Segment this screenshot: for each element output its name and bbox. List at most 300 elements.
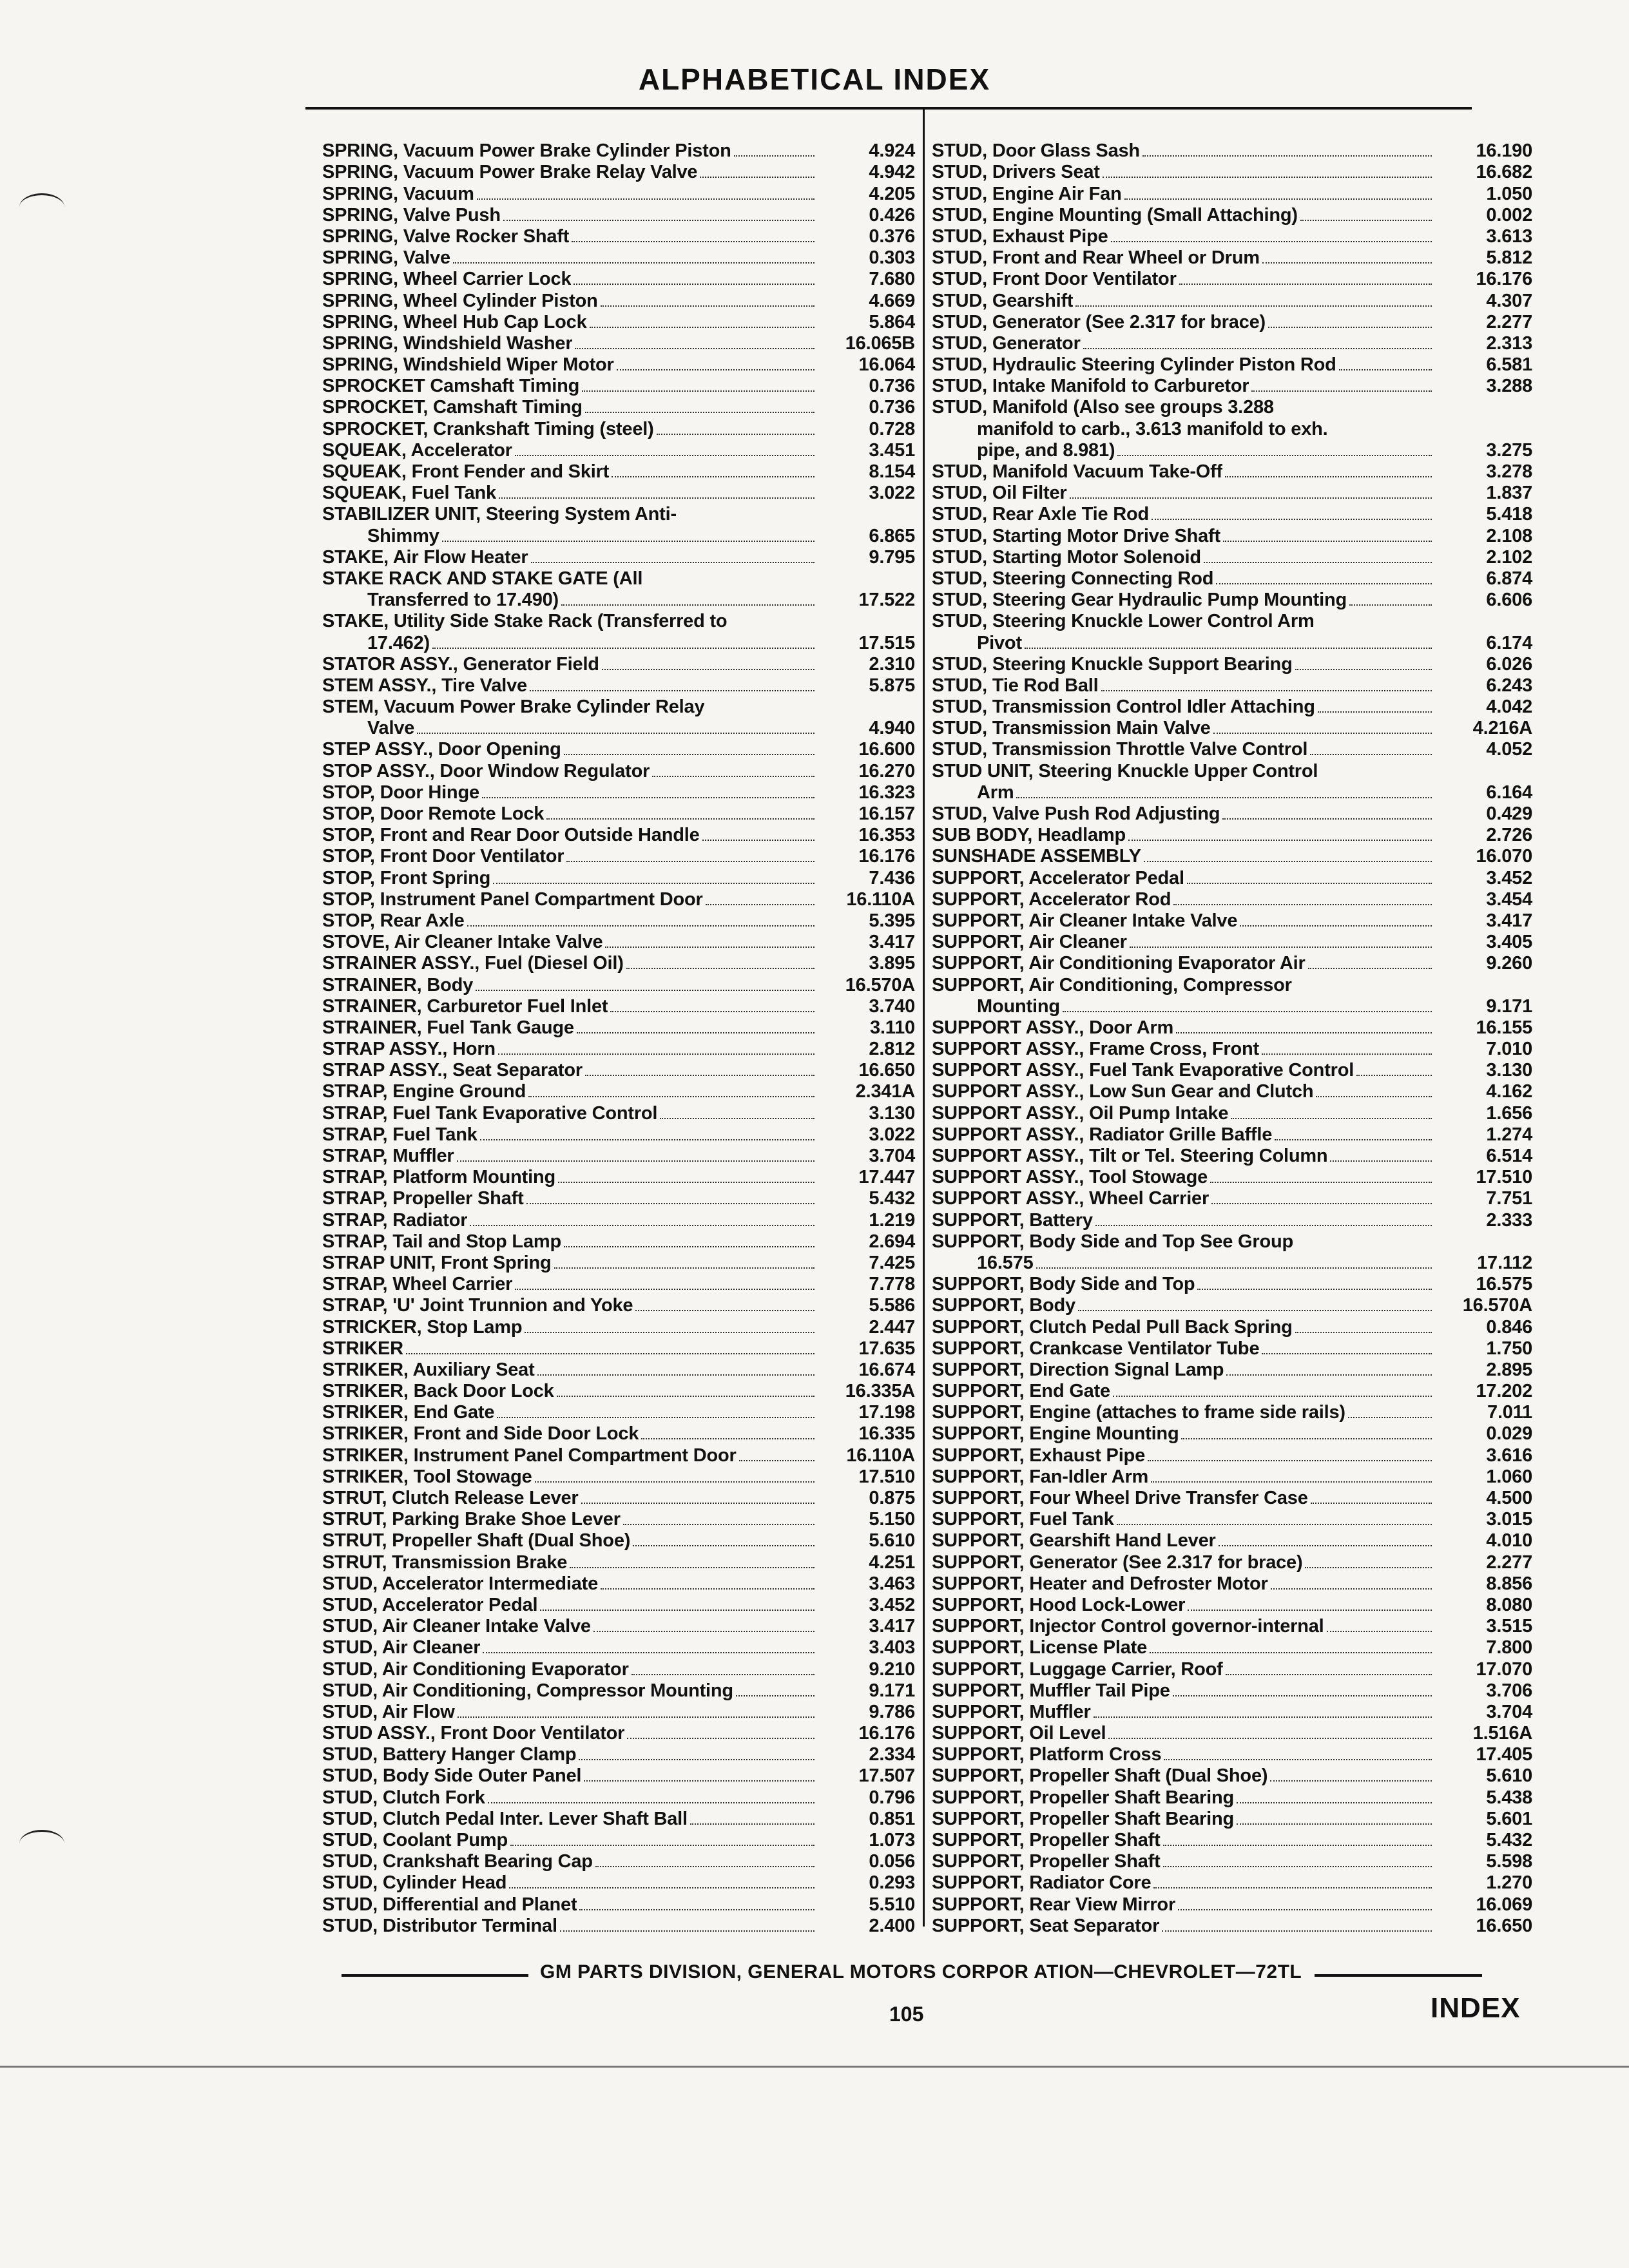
dot-leader bbox=[509, 1887, 815, 1888]
dot-leader bbox=[1178, 1909, 1432, 1910]
index-entry bbox=[932, 1530, 1532, 1552]
index-entry-number: 16.570A bbox=[1462, 1295, 1532, 1316]
index-entry-label: SUPPORT, Air Conditioning Evaporator Air bbox=[932, 953, 1306, 974]
index-entry-label: STRIKER, Back Door Lock bbox=[322, 1381, 554, 1402]
index-entry bbox=[932, 1809, 1532, 1830]
index-entry-label: STRICKER, Stop Lamp bbox=[322, 1316, 523, 1338]
index-entry-label: SUPPORT, License Plate bbox=[932, 1637, 1148, 1658]
index-entry-number: 5.598 bbox=[1486, 1851, 1532, 1872]
index-entry bbox=[322, 825, 915, 846]
dot-leader bbox=[1222, 818, 1432, 820]
dot-leader bbox=[595, 1866, 815, 1867]
index-entry-number: 9.260 bbox=[1486, 953, 1532, 974]
index-entry-number: 1.050 bbox=[1486, 183, 1532, 204]
index-entry-label: SUPPORT ASSY., Door Arm bbox=[932, 1017, 1174, 1038]
dot-leader bbox=[590, 327, 815, 328]
index-entry bbox=[322, 632, 915, 653]
dot-leader bbox=[1070, 497, 1432, 499]
dot-leader bbox=[482, 797, 815, 798]
index-entry bbox=[322, 1573, 915, 1595]
index-entry-label: 16.575 bbox=[977, 1252, 1034, 1273]
bottom-rule bbox=[0, 2066, 1629, 2068]
index-entry-number: 5.432 bbox=[869, 1188, 915, 1209]
dot-leader bbox=[493, 883, 815, 884]
index-entry bbox=[932, 1573, 1532, 1595]
index-entry-number: 2.108 bbox=[1486, 525, 1532, 546]
index-entry-label: STUD UNIT, Steering Knuckle Upper Control bbox=[932, 760, 1318, 782]
index-entry-number: 3.417 bbox=[1486, 910, 1532, 931]
index-entry-number: 3.613 bbox=[1486, 226, 1532, 247]
index-entry-number: 7.778 bbox=[869, 1274, 915, 1295]
index-entry bbox=[322, 739, 915, 760]
index-entry bbox=[322, 1338, 915, 1360]
index-entry-number: 17.507 bbox=[858, 1765, 915, 1787]
index-entry-number: 4.307 bbox=[1486, 290, 1532, 311]
index-entry-number: 5.418 bbox=[1486, 504, 1532, 525]
index-entry-number: 0.846 bbox=[1486, 1316, 1532, 1338]
dot-leader bbox=[1295, 669, 1432, 670]
dot-leader bbox=[635, 1310, 815, 1311]
index-entry-number: 4.251 bbox=[869, 1552, 915, 1573]
dot-leader bbox=[498, 1053, 815, 1055]
dot-leader bbox=[1113, 1396, 1432, 1397]
index-entry bbox=[932, 1381, 1532, 1402]
dot-leader bbox=[1210, 1182, 1432, 1183]
index-entry bbox=[322, 1316, 915, 1338]
index-entry bbox=[322, 1124, 915, 1146]
dot-leader bbox=[584, 1780, 815, 1782]
index-entry bbox=[932, 611, 1532, 632]
index-entry bbox=[932, 1081, 1532, 1102]
index-entry-number: 6.874 bbox=[1486, 568, 1532, 589]
index-entry-number: 7.680 bbox=[869, 269, 915, 290]
dot-leader bbox=[581, 1503, 815, 1504]
index-entry-label: SUPPORT, Gearshift Hand Lever bbox=[932, 1530, 1216, 1552]
index-entry bbox=[932, 782, 1532, 803]
index-entry-label: STRAINER ASSY., Fuel (Diesel Oil) bbox=[322, 953, 624, 974]
index-entry-label: SPROCKET, Camshaft Timing bbox=[322, 397, 583, 418]
index-entry bbox=[322, 354, 915, 376]
index-entry-number: 0.736 bbox=[869, 397, 915, 418]
dot-leader bbox=[499, 497, 815, 499]
index-entry-number: 16.069 bbox=[1476, 1894, 1532, 1915]
index-entry bbox=[322, 1102, 915, 1124]
index-column-left bbox=[322, 140, 915, 1937]
index-entry bbox=[932, 1338, 1532, 1360]
dot-leader bbox=[503, 220, 815, 221]
dot-leader bbox=[467, 925, 815, 927]
dot-leader bbox=[612, 476, 815, 477]
index-entry-number: 16.065B bbox=[845, 332, 915, 354]
index-entry bbox=[322, 547, 915, 568]
index-entry-number: 3.130 bbox=[1486, 1060, 1532, 1081]
index-entry-number: 0.426 bbox=[869, 204, 915, 226]
dot-leader bbox=[535, 1481, 815, 1483]
index-entry-label: STOP, Rear Axle bbox=[322, 910, 465, 931]
index-entry-label: STRAP, Radiator bbox=[322, 1209, 468, 1231]
index-entry bbox=[322, 483, 915, 504]
index-entry-number: 16.110A bbox=[846, 1445, 915, 1466]
index-entry-number: 3.417 bbox=[869, 1616, 915, 1637]
dot-leader bbox=[1262, 262, 1432, 264]
dot-leader bbox=[1308, 968, 1432, 969]
index-entry-label: STUD, Starting Motor Drive Shaft bbox=[932, 525, 1220, 546]
index-entry bbox=[932, 1488, 1532, 1509]
index-entry-label: STRAP ASSY., Seat Separator bbox=[322, 1060, 583, 1081]
index-entry-number: 0.796 bbox=[869, 1787, 915, 1808]
index-entry bbox=[322, 697, 915, 718]
index-entry bbox=[932, 1253, 1532, 1274]
index-entry-label: STUD, Drivers Seat bbox=[932, 162, 1100, 183]
dot-leader bbox=[1176, 1032, 1432, 1033]
index-entry-number: 2.812 bbox=[869, 1039, 915, 1060]
dot-leader bbox=[554, 1267, 815, 1269]
index-entry-number: 16.176 bbox=[1476, 269, 1532, 290]
dot-leader bbox=[617, 369, 815, 370]
dot-leader bbox=[593, 1631, 815, 1632]
dot-leader bbox=[458, 1716, 815, 1718]
index-entry-number: 16.064 bbox=[858, 354, 915, 376]
index-entry-label: STRAP, Platform Mounting bbox=[322, 1167, 555, 1188]
index-entry bbox=[932, 312, 1532, 333]
index-entry-label: STUD, Air Conditioning, Compressor Mounting bbox=[322, 1680, 733, 1701]
index-entry-label: SPRING, Valve bbox=[322, 247, 450, 269]
index-entry-number: 3.463 bbox=[869, 1573, 915, 1594]
index-entry bbox=[322, 889, 915, 910]
index-entry-number: 0.303 bbox=[869, 247, 915, 269]
index-entry-number: 2.895 bbox=[1486, 1359, 1532, 1380]
index-entry-number: 17.510 bbox=[1476, 1167, 1532, 1188]
index-entry-number: 16.600 bbox=[858, 739, 915, 760]
index-entry bbox=[932, 760, 1532, 782]
dot-leader bbox=[564, 1246, 815, 1247]
index-entry-number: 3.405 bbox=[1486, 932, 1532, 953]
index-entry-label: SPRING, Vacuum Power Brake Cylinder Piston bbox=[322, 140, 731, 162]
index-entry bbox=[932, 654, 1532, 675]
index-entry-label: manifold to carb., 3.613 manifold to exh. bbox=[977, 418, 1328, 439]
index-entry-label: SUPPORT, Crankcase Ventilator Tube bbox=[932, 1338, 1260, 1359]
index-entry-label: SUPPORT, Muffler Tail Pipe bbox=[932, 1680, 1170, 1701]
index-entry bbox=[932, 739, 1532, 760]
index-entry-label: STUD, Air Cleaner Intake Valve bbox=[322, 1616, 591, 1637]
index-entry bbox=[322, 1466, 915, 1488]
index-entry-label: SUPPORT, Radiator Core bbox=[932, 1872, 1152, 1894]
index-entry-number: 16.353 bbox=[858, 825, 915, 846]
dot-leader bbox=[641, 1438, 815, 1439]
dot-leader bbox=[702, 840, 815, 841]
index-entry-label: STOP, Front and Rear Door Outside Handle bbox=[322, 825, 700, 846]
index-entry-label: SUPPORT ASSY., Oil Pump Intake bbox=[932, 1102, 1229, 1124]
index-entry-number: 16.176 bbox=[858, 846, 915, 867]
index-entry-number: 17.198 bbox=[858, 1402, 915, 1423]
index-entry-number: 4.216A bbox=[1472, 718, 1532, 739]
index-entry-number: 3.015 bbox=[1486, 1509, 1532, 1530]
index-entry-label: STAKE, Utility Side Stake Rack (Transferred to bbox=[322, 611, 728, 632]
index-entry-label: STUD, Crankshaft Bearing Cap bbox=[322, 1851, 593, 1872]
dot-leader bbox=[558, 1182, 815, 1183]
index-entry bbox=[322, 140, 915, 162]
dot-leader bbox=[1144, 861, 1432, 862]
dot-leader bbox=[1162, 1930, 1432, 1932]
dot-leader bbox=[1219, 1545, 1432, 1546]
index-entry bbox=[932, 1423, 1532, 1445]
dot-leader bbox=[1188, 1610, 1432, 1611]
dot-leader bbox=[700, 177, 815, 178]
index-entry-number: 17.070 bbox=[1476, 1658, 1532, 1680]
footer-rule-left bbox=[342, 1974, 528, 1977]
index-entry-label: STRAP, Wheel Carrier bbox=[322, 1274, 513, 1295]
index-entry-number: 5.395 bbox=[869, 910, 915, 931]
index-entry-number: 4.042 bbox=[1486, 697, 1532, 718]
index-entry-number: 7.751 bbox=[1486, 1188, 1532, 1209]
dot-leader bbox=[706, 904, 815, 905]
index-entry bbox=[322, 1658, 915, 1680]
index-entry bbox=[932, 974, 1532, 995]
dot-leader bbox=[1181, 1438, 1432, 1439]
index-entry bbox=[932, 1466, 1532, 1488]
index-entry-number: 16.157 bbox=[858, 803, 915, 824]
index-entry-label: STOP, Door Hinge bbox=[322, 782, 479, 803]
index-entry-label: STRIKER, Tool Stowage bbox=[322, 1466, 532, 1487]
dot-leader bbox=[585, 1075, 815, 1076]
dot-leader bbox=[453, 262, 815, 264]
index-entry bbox=[322, 1423, 915, 1445]
index-entry bbox=[932, 1658, 1532, 1680]
dot-leader bbox=[1295, 1332, 1432, 1333]
index-entry-number: 0.429 bbox=[1486, 803, 1532, 824]
index-entry-number: 1.219 bbox=[869, 1209, 915, 1231]
index-entry bbox=[322, 1637, 915, 1658]
index-entry bbox=[322, 1872, 915, 1894]
index-entry-label: SUPPORT, Body Side and Top bbox=[932, 1274, 1195, 1295]
index-entry-number: 3.452 bbox=[869, 1594, 915, 1615]
index-entry bbox=[932, 1637, 1532, 1658]
index-entry-number: 0.293 bbox=[869, 1872, 915, 1894]
index-entry-label: STUD, Tie Rod Ball bbox=[932, 675, 1099, 696]
index-entry bbox=[322, 440, 915, 461]
index-entry-label: Valve bbox=[367, 718, 415, 739]
index-entry bbox=[932, 1765, 1532, 1787]
index-entry-label: STRAINER, Fuel Tank Gauge bbox=[322, 1017, 574, 1038]
index-entry bbox=[932, 568, 1532, 590]
dot-leader bbox=[1339, 369, 1432, 370]
index-entry-label: STUD, Cylinder Head bbox=[322, 1872, 507, 1894]
dot-leader bbox=[515, 455, 815, 456]
index-entry-number: 5.610 bbox=[1486, 1765, 1532, 1787]
dot-leader bbox=[531, 562, 815, 563]
index-entry-number: 3.278 bbox=[1486, 461, 1532, 482]
index-entry-number: 3.704 bbox=[869, 1146, 915, 1166]
dot-leader bbox=[579, 1759, 815, 1760]
index-entry-label: Pivot bbox=[977, 632, 1022, 653]
dot-leader bbox=[480, 1139, 815, 1140]
index-entry-label: STRAP, Propeller Shaft bbox=[322, 1188, 524, 1209]
index-entry-label: STRIKER, End Gate bbox=[322, 1402, 495, 1423]
index-entry-label: SUPPORT, Engine (attaches to frame side rails) bbox=[932, 1402, 1345, 1423]
index-entry-label: STAKE, Air Flow Heater bbox=[322, 546, 528, 568]
index-entry-number: 16.323 bbox=[858, 782, 915, 803]
dot-leader bbox=[560, 1930, 815, 1932]
dot-leader bbox=[442, 541, 815, 542]
dot-leader bbox=[1151, 1481, 1432, 1483]
index-entry-number: 17.112 bbox=[1477, 1252, 1532, 1273]
index-entry-number: 16.190 bbox=[1476, 140, 1532, 162]
dot-leader bbox=[1124, 198, 1432, 200]
index-entry bbox=[322, 654, 915, 675]
dot-leader bbox=[1237, 1802, 1432, 1803]
index-entry-number: 9.171 bbox=[869, 1680, 915, 1701]
index-entry-label: STRIKER, Auxiliary Seat bbox=[322, 1359, 535, 1380]
index-entry bbox=[322, 1680, 915, 1702]
dot-leader bbox=[1103, 177, 1432, 178]
index-entry-label: STUD, Accelerator Pedal bbox=[322, 1594, 538, 1615]
index-entry bbox=[322, 226, 915, 247]
index-entry-number: 5.586 bbox=[869, 1295, 915, 1316]
index-entry bbox=[932, 1231, 1532, 1253]
dot-leader bbox=[510, 1845, 815, 1846]
index-entry-label: STOVE, Air Cleaner Intake Valve bbox=[322, 932, 603, 953]
index-entry-label: SUPPORT, Battery bbox=[932, 1209, 1093, 1231]
dot-leader bbox=[585, 412, 815, 413]
index-entry-label: SUPPORT, Exhaust Pipe bbox=[932, 1445, 1145, 1466]
dot-leader bbox=[1108, 1738, 1432, 1739]
index-entry-label: STUD, Air Cleaner bbox=[322, 1637, 481, 1658]
index-entry-number: 9.786 bbox=[869, 1701, 915, 1722]
index-entry bbox=[322, 504, 915, 525]
index-entry bbox=[322, 376, 915, 397]
index-entry-number: 9.210 bbox=[869, 1658, 915, 1680]
index-entry bbox=[932, 1680, 1532, 1702]
index-entry bbox=[322, 1552, 915, 1573]
dot-leader bbox=[1094, 1716, 1432, 1718]
index-entry-number: 5.610 bbox=[869, 1530, 915, 1552]
index-entry bbox=[932, 1402, 1532, 1423]
index-entry bbox=[932, 525, 1532, 546]
footer-rule-right bbox=[1315, 1974, 1482, 1977]
index-entry bbox=[322, 718, 915, 739]
index-entry bbox=[932, 1445, 1532, 1466]
index-entry-label: SPRING, Wheel Cylinder Piston bbox=[322, 290, 598, 311]
index-entry-label: Transferred to 17.490) bbox=[367, 590, 559, 611]
index-entry-label: Arm bbox=[977, 782, 1014, 803]
index-entry bbox=[932, 376, 1532, 397]
index-entry bbox=[322, 461, 915, 483]
index-entry bbox=[322, 1039, 915, 1060]
index-entry-label: STUD, Clutch Pedal Inter. Lever Shaft Ball bbox=[322, 1808, 688, 1829]
dot-leader bbox=[652, 776, 815, 777]
index-entry bbox=[932, 697, 1532, 718]
index-entry bbox=[322, 1916, 915, 1937]
index-entry-label: STUD, Manifold Vacuum Take-Off bbox=[932, 461, 1223, 482]
index-entry bbox=[932, 1616, 1532, 1637]
index-entry bbox=[932, 1209, 1532, 1231]
index-entry-number: 16.570A bbox=[845, 974, 915, 995]
index-entry-number: 3.704 bbox=[1486, 1701, 1532, 1722]
index-entry-label: SUPPORT, End Gate bbox=[932, 1381, 1110, 1402]
dot-leader bbox=[1225, 476, 1432, 477]
index-entry-label: STOP, Door Remote Lock bbox=[322, 803, 545, 824]
index-entry bbox=[932, 632, 1532, 653]
index-entry-number: 16.335 bbox=[858, 1423, 915, 1445]
index-entry-number: 7.425 bbox=[869, 1252, 915, 1273]
dot-leader bbox=[1187, 883, 1432, 884]
index-entry-number: 16.270 bbox=[858, 760, 915, 782]
dot-leader bbox=[1262, 1353, 1432, 1354]
index-entry-label: STUD, Rear Axle Tie Rod bbox=[932, 504, 1150, 525]
index-entry bbox=[932, 483, 1532, 504]
index-entry-label: SUPPORT, Platform Cross bbox=[932, 1744, 1162, 1765]
index-entry-number: 3.451 bbox=[869, 439, 915, 461]
index-entry bbox=[322, 611, 915, 632]
index-entry bbox=[932, 1744, 1532, 1765]
dot-leader bbox=[1163, 1845, 1432, 1846]
index-entry-label: STUD, Exhaust Pipe bbox=[932, 226, 1108, 247]
index-entry-number: 5.812 bbox=[1486, 247, 1532, 269]
dot-leader bbox=[528, 1096, 815, 1097]
index-entry bbox=[322, 1017, 915, 1039]
index-entry-label: SUPPORT, Propeller Shaft Bearing bbox=[932, 1787, 1234, 1808]
index-entry-label: STRIKER bbox=[322, 1338, 403, 1359]
index-entry bbox=[932, 996, 1532, 1017]
index-entry-number: 2.277 bbox=[1486, 1552, 1532, 1573]
index-entry-label: STUD, Distributor Terminal bbox=[322, 1915, 557, 1936]
index-entry-number: 3.403 bbox=[869, 1637, 915, 1658]
index-entry-number: 3.275 bbox=[1486, 439, 1532, 461]
index-entry-label: STUD, Steering Connecting Rod bbox=[932, 568, 1214, 589]
dot-leader bbox=[627, 1738, 815, 1739]
index-entry bbox=[932, 867, 1532, 889]
dot-leader bbox=[1349, 604, 1432, 606]
dot-leader bbox=[470, 1225, 815, 1226]
index-entry-label: STUD, Generator bbox=[932, 332, 1081, 354]
dot-leader bbox=[476, 990, 815, 991]
index-entry bbox=[932, 140, 1532, 162]
index-entry bbox=[322, 803, 915, 825]
index-entry-label: SUPPORT, Propeller Shaft bbox=[932, 1830, 1161, 1850]
index-entry bbox=[322, 1231, 915, 1253]
dot-leader bbox=[564, 754, 815, 755]
index-entry bbox=[932, 1017, 1532, 1039]
index-entry bbox=[322, 1851, 915, 1872]
index-entry bbox=[322, 675, 915, 697]
dot-leader bbox=[566, 861, 815, 862]
index-entry bbox=[322, 525, 915, 546]
index-entry-number: 3.417 bbox=[869, 932, 915, 953]
index-entry bbox=[932, 1060, 1532, 1081]
index-entry-label: SPRING, Wheel Carrier Lock bbox=[322, 269, 572, 290]
punch-mark-1 bbox=[19, 193, 64, 221]
dot-leader bbox=[1305, 1567, 1432, 1568]
index-entry bbox=[932, 1916, 1532, 1937]
index-entry bbox=[322, 932, 915, 953]
index-entry-number: 5.864 bbox=[869, 311, 915, 332]
dot-leader bbox=[623, 1524, 815, 1525]
footer-publisher: GM PARTS DIVISION, GENERAL MOTORS CORPOR ATION—CHEVROLET—72TL bbox=[540, 1961, 1302, 1983]
index-entry-number: 16.674 bbox=[858, 1359, 915, 1380]
index-entry-label: SUPPORT, Propeller Shaft bbox=[932, 1851, 1161, 1872]
dot-leader bbox=[537, 1374, 815, 1376]
dot-leader bbox=[574, 284, 815, 285]
index-entry-label: Shimmy bbox=[367, 525, 439, 546]
index-entry-number: 16.155 bbox=[1476, 1017, 1532, 1038]
index-entry-label: SUPPORT, Clutch Pedal Pull Back Spring bbox=[932, 1316, 1293, 1338]
dot-leader bbox=[1153, 1887, 1432, 1888]
dot-leader bbox=[1240, 925, 1432, 927]
dot-leader bbox=[1016, 797, 1432, 798]
index-entry-number: 2.400 bbox=[869, 1915, 915, 1936]
dot-leader bbox=[530, 690, 815, 691]
dot-leader bbox=[1271, 1588, 1432, 1590]
